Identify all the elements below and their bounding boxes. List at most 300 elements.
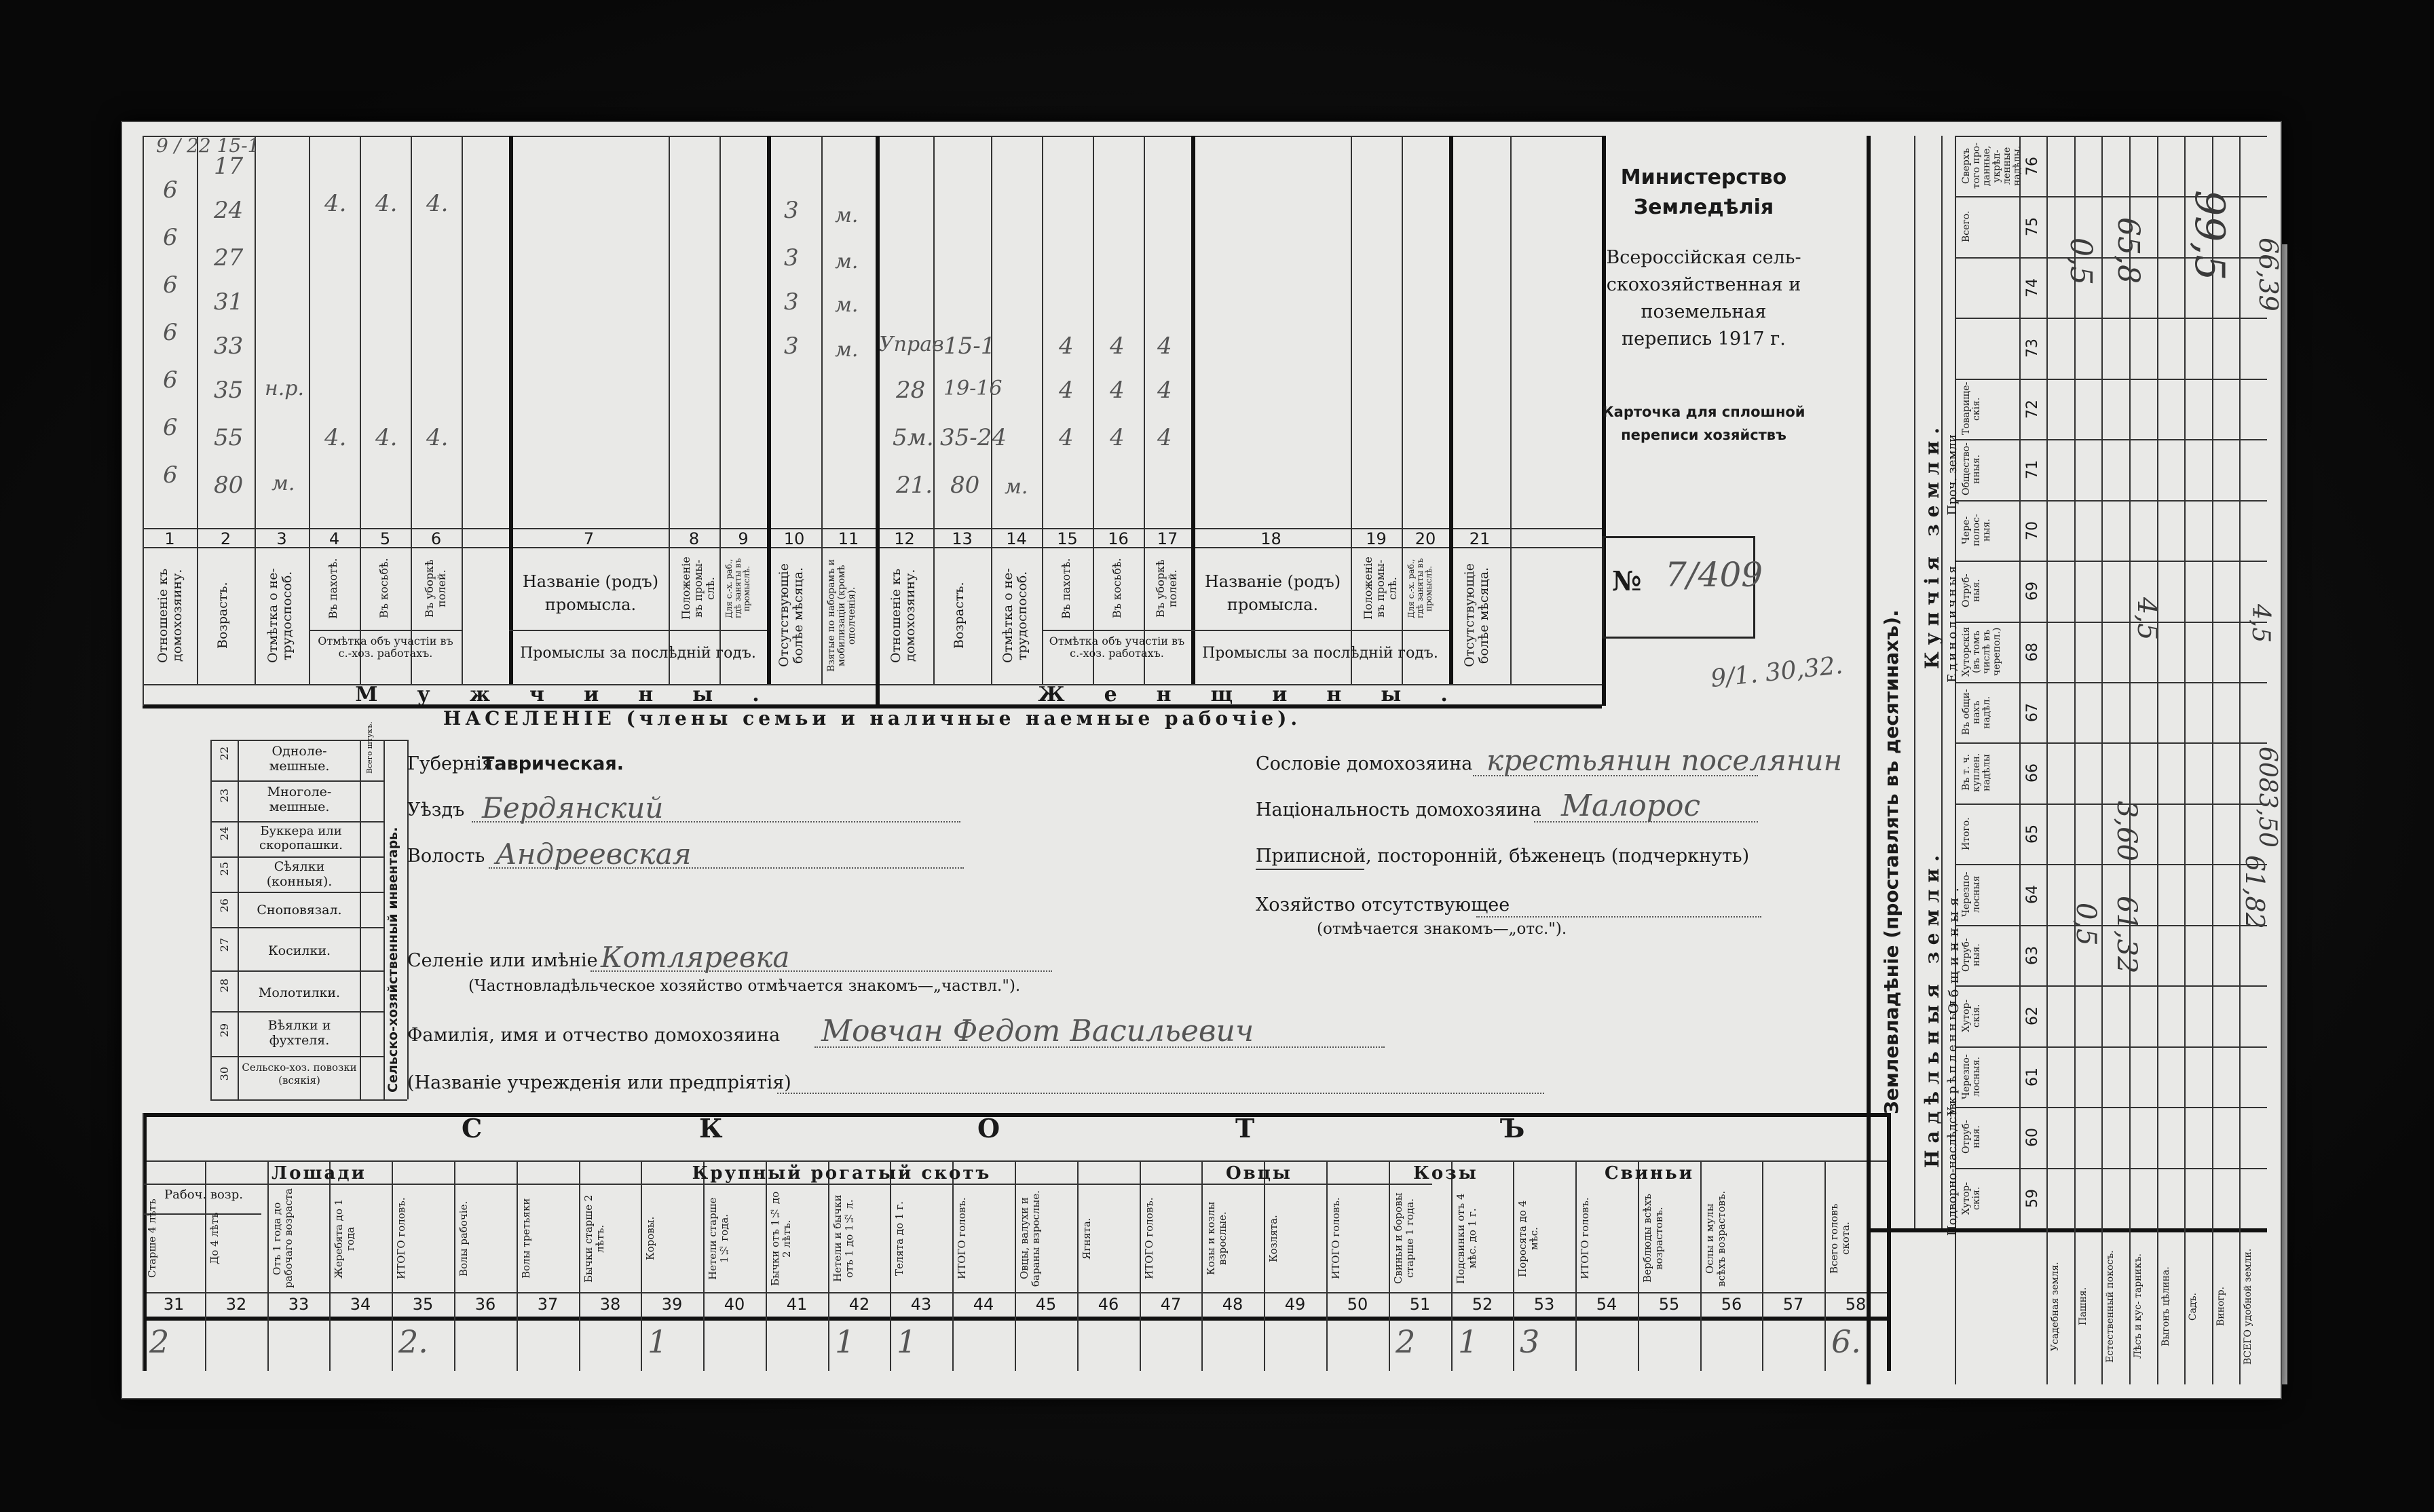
land-row-line [1955, 379, 2267, 380]
livestock-col-line [329, 1160, 331, 1371]
header-absent: Отсутствующіе болѣе мѣсяца. [776, 563, 806, 668]
header-harvest-w: Въ уборкѣ полей. [1154, 559, 1179, 618]
hand-c64: 61,82 [2240, 855, 2270, 929]
livestock-col-num: 56 [1721, 1295, 1742, 1314]
livestock-col-num: 35 [412, 1295, 434, 1314]
hand-c11-r4: м. [835, 293, 859, 317]
livestock-col-line [517, 1160, 518, 1371]
livestock-col-line [392, 1160, 393, 1371]
header-mobilized: Взятые по наборамъ и мобилизаціи (кромѣ ополченія). [826, 559, 857, 673]
livestock-col-line [267, 1160, 269, 1371]
livestock-col-line [890, 1160, 891, 1371]
hand-c1-r3: 6 [163, 224, 178, 251]
land-row-num: 61 [2024, 1067, 2041, 1086]
header-relation: Отношеніе къ домохозяину. [155, 568, 185, 663]
land-row-label: Всего. [1961, 210, 1972, 242]
livestock-col-line [1326, 1160, 1328, 1371]
inventory-label: Сѣялки (конныя). [266, 859, 333, 889]
land-row-num: 75 [2024, 217, 2041, 236]
livestock-col-line [454, 1160, 455, 1371]
census-line: скохозяйственная и [1606, 274, 1801, 295]
hand-c1-r2: 6 [163, 176, 178, 204]
hand-c16-r5: 4 [1110, 333, 1125, 360]
col-num: 5 [379, 529, 391, 548]
hand-c12-r8: 21. [896, 472, 933, 499]
group-cattle: Крупный рогатый скотъ [692, 1163, 992, 1184]
livestock-col-header: Волы третьяки [520, 1198, 532, 1279]
header-trade-name-w: Названіе (родъ) промысла. [1204, 572, 1341, 614]
census-line: поземельная [1641, 301, 1767, 322]
card-line: Карточка для сплошной [1602, 404, 1805, 420]
land-col-line [2184, 136, 2186, 1384]
livestock-col-line [766, 1160, 767, 1371]
hand-c12-r5: Управ [879, 333, 944, 356]
card-line: переписи хозяйствъ [1621, 427, 1786, 443]
inventory-subtitle: Всего штукъ. [365, 721, 374, 774]
inventory-num: 28 [218, 979, 231, 993]
land-row-num: 71 [2024, 460, 2041, 479]
header-relation-w: Отношеніе къ домохозяину. [888, 568, 918, 663]
hand-c10-r2: 3 [784, 197, 799, 224]
inventory-num: 29 [218, 1023, 231, 1038]
land-row-num: 69 [2024, 582, 2041, 601]
livestock-value: 1 [835, 1323, 855, 1360]
inventory-label: Одноле- мешные. [269, 744, 330, 774]
women-label: Женщины. [1038, 683, 1487, 706]
livestock-col-line [1077, 1160, 1079, 1371]
col-num: 20 [1415, 529, 1436, 548]
land-row-label: Хутор- скія. [1961, 999, 1982, 1032]
col-num: 14 [1006, 529, 1027, 548]
hand-c65a: 0,5 [2070, 903, 2101, 946]
inventory-title: Сельско-хозяйственный инвентарь. [386, 827, 400, 1093]
status-line: Приписной, посторонній, бѣженецъ (подчеркнуть) [1256, 846, 1750, 867]
livestock-col-header: ИТОГО головъ. [1330, 1197, 1342, 1280]
livestock-value: 1 [1458, 1323, 1478, 1360]
land-row-num: 63 [2024, 946, 2041, 965]
ledger-number: 9/1. 30,32. [1709, 651, 1844, 694]
hand-c2-r5: 33 [214, 333, 244, 360]
livestock-col-line [1638, 1160, 1639, 1371]
livestock-value: 2 [1396, 1323, 1416, 1360]
communal-title: Общинныя. [1945, 882, 1962, 1014]
livestock-col-num: 31 [163, 1295, 185, 1314]
land-col-line [2101, 136, 2103, 1384]
livestock-col-header: Подсвинки отъ 4 мѣс. до 1 г. [1455, 1193, 1478, 1284]
land-bottom-label: Пашня. [2078, 1287, 2089, 1326]
land-bottom-label: Усадебная земля. [2050, 1262, 2061, 1351]
land-row-line [1955, 136, 2267, 137]
livestock-col-line [952, 1160, 954, 1371]
header-trades-last-year: Промыслы за послѣдній годъ. [520, 645, 756, 662]
livestock-col-line [641, 1160, 642, 1371]
livestock-col-line [1201, 1160, 1203, 1371]
livestock-col-num: 58 [1845, 1295, 1867, 1314]
livestock-table [143, 1113, 1887, 1371]
inventory-label: Буккера или скоропашки. [259, 824, 343, 852]
header-disability-w: Отмѣтка о не- трудоспособ. [1000, 568, 1030, 663]
group-horses: Лошади [272, 1163, 367, 1184]
livestock-col-num: 39 [661, 1295, 683, 1314]
land-bottom-label: Виногр. [2215, 1286, 2226, 1327]
header-participation: Отмѣтка объ участіи въ с.-хоз. работахъ. [318, 635, 453, 660]
census-line: Всероссійская сель- [1606, 247, 1801, 268]
inventory-num: 25 [218, 862, 231, 876]
land-row-label: Черезпо- лосныя. [1961, 1054, 1982, 1099]
land-row-num: 68 [2024, 643, 2041, 662]
ministry-header [1588, 136, 1901, 746]
hand-c6-r1: 4. [426, 190, 449, 217]
land-row-num: 64 [2024, 885, 2041, 904]
livestock-col-num: 38 [599, 1295, 621, 1314]
livestock-col-num: 45 [1035, 1295, 1057, 1314]
absent-note: (отмѣчается знакомъ—„отс."). [1317, 920, 1567, 938]
inventory-num: 24 [218, 827, 231, 841]
livestock-col-num: 37 [537, 1295, 559, 1314]
hand-r76: 99,5 [2186, 190, 2233, 281]
land-row-line [1955, 985, 2267, 987]
hand-c13-r8: 80 [950, 472, 980, 499]
ministry-title: Министерство Земледѣлія [1620, 166, 1787, 219]
livestock-col-num: 54 [1596, 1295, 1617, 1314]
header-trade-note: Для с.-х. раб., гдѣ заняты въ промыслѣ. [724, 558, 751, 619]
land-row-num: 65 [2024, 825, 2041, 844]
absent-label: Хозяйство отсутствующее [1256, 894, 1510, 915]
nation-label: Національность домохозяина [1256, 799, 1541, 820]
col-num: 18 [1260, 529, 1281, 548]
livestock-col-num: 36 [474, 1295, 496, 1314]
population-table [143, 136, 1602, 733]
col-num: 8 [688, 529, 700, 548]
land-row-label: Сверхъ того про- данные, укрѣп- ленные надѣлы. [1961, 143, 2023, 189]
land-row-num: 76 [2024, 157, 2041, 176]
land-bottom-label: Выгонъ цѣлина. [2160, 1266, 2171, 1346]
hand-c17-r6: 4 [1157, 377, 1172, 404]
livestock-col-header: Козлята. [1267, 1215, 1279, 1262]
livestock-col-header: Волы рабочіе. [457, 1201, 470, 1277]
hand-c6-r7: 4. [426, 424, 449, 451]
col-num: 10 [783, 529, 805, 548]
livestock-col-num: 44 [973, 1295, 994, 1314]
land-bottom-label: Естественный покосъ. [2105, 1250, 2116, 1363]
land-row-label: Хутор- скія. [1961, 1182, 1982, 1215]
land-bottom-label: ВСЕГО удобной земли. [2243, 1248, 2253, 1365]
hand-c65b: 61,32 [2111, 896, 2142, 974]
col-num: 9 [738, 529, 749, 548]
header-trade-name: Названіе (родъ) промысла. [522, 572, 659, 614]
livestock-col-line [1575, 1160, 1577, 1371]
col-num: 3 [276, 529, 287, 548]
header-trade-position-w: Положеніе въ промы- слѣ. [1362, 556, 1399, 620]
land-row-label: Черезпо- лосныя [1961, 871, 1982, 917]
private-note: (Частновладѣльческое хозяйство отмѣчается знакомъ—„частвл."). [468, 977, 1021, 995]
livestock-value: 2. [398, 1323, 428, 1360]
card-title [1588, 400, 1819, 447]
land-row-label: Общество- нныя. [1961, 442, 1982, 495]
land-title: Землевладѣніе (проставлять въ десятинахъ). [1880, 609, 1903, 1114]
land-col-line [2046, 136, 2048, 1384]
hand-c17-r7: 4 [1157, 424, 1172, 451]
livestock-col-header: Верблюды всѣхъ возрастовъ. [1641, 1194, 1665, 1283]
land-row-num: 60 [2024, 1128, 2041, 1147]
inventory-num: 27 [218, 938, 231, 952]
hand-c2-r7: 55 [214, 424, 244, 451]
hand-r75a: 0,5 [2063, 238, 2098, 285]
livestock-col-line [579, 1160, 580, 1371]
hand-c2-r1: 17 [214, 153, 244, 180]
household-title: Подворно-наслѣдств. [1945, 1099, 1960, 1236]
inventory-num: 22 [218, 746, 231, 761]
livestock-col-header: Коровы. [644, 1216, 656, 1261]
hand-r75b: 65,8 [2111, 217, 2146, 284]
livestock-col-num: 32 [225, 1295, 247, 1314]
livestock-col-header [1766, 1188, 1820, 1289]
land-col-line [2239, 136, 2241, 1384]
livestock-col-line [143, 1113, 144, 1371]
skot-letter: С [462, 1113, 483, 1144]
hand-c3-r6: н.р. [265, 377, 305, 400]
address-form [407, 744, 1873, 1106]
hand-c13-r7: 35-24 [940, 424, 1007, 451]
hand-c1-r7: 6 [163, 414, 178, 441]
selo-label: Селеніе или имѣніе [407, 950, 598, 971]
nation-value: Малорос [1561, 789, 1701, 823]
land-row-num: 74 [2024, 278, 2041, 297]
livestock-col-header: Бычки отъ 1½ до 2 лѣтъ. [769, 1191, 793, 1286]
population-title: НАСЕЛЕНІЕ (члены семьи и наличные наемные рабочіе). [443, 707, 1302, 730]
inventory-label: Молотилки. [258, 985, 341, 1000]
hand-c12-r6: 28 [896, 377, 926, 404]
land-row-label: Отруб- ныя. [1961, 573, 1982, 608]
selo-value: Котляревка [601, 941, 790, 974]
header-mowing: Въ косьбѣ. [377, 558, 390, 619]
hand-c11-r3: м. [835, 250, 859, 273]
census-card [121, 121, 2282, 1399]
livestock-col-header: Телята до 1 г. [893, 1201, 905, 1276]
livestock-value: 3 [1520, 1323, 1540, 1360]
hand-c5-r1: 4. [375, 190, 398, 217]
livestock-col-header: Свиньи и боровы старше 1 года. [1392, 1192, 1416, 1285]
livestock-col-num: 50 [1347, 1295, 1368, 1314]
name-label: Фамилія, имя и отчество домохозяина [407, 1025, 781, 1046]
group-goats: Козы [1413, 1163, 1478, 1184]
livestock-col-line [1451, 1160, 1453, 1371]
hand-c14-r8: м. [1005, 475, 1028, 499]
land-row-line [1955, 500, 2267, 502]
header-trade-note-w: Для с.-х. раб., гдѣ заняты въ промыслѣ. [1406, 558, 1434, 619]
uezd-value: Бердянский [482, 791, 664, 825]
strengthened-title: Укрѣпленныя. [1945, 991, 1960, 1116]
livestock-col-header: Ослы и мулы всѣхъ возрастовъ. [1704, 1190, 1727, 1287]
livestock-col-num: 41 [786, 1295, 808, 1314]
land-row-num: 59 [2024, 1189, 2041, 1208]
livestock-col-header: Нетели старше 1½ года. [707, 1197, 730, 1280]
inventory-label: Вѣялки и фухтеля. [267, 1018, 331, 1048]
land-row-line [1955, 439, 2267, 440]
livestock-col-header: Старше 4 лѣтъ [146, 1198, 158, 1279]
livestock-col-line [1513, 1160, 1514, 1371]
land-row-label [1962, 261, 2016, 314]
inventory-label: Многоле- мешные. [267, 785, 332, 814]
livestock-col-num: 48 [1222, 1295, 1243, 1314]
hand-c1-r5: 6 [163, 319, 178, 346]
hand-c66: 3,60 [2111, 801, 2142, 862]
estate-value: крестьянин поселянин [1486, 744, 1843, 777]
livestock-col-line [703, 1160, 705, 1371]
inventory-label: Сельско-хоз. повозки (всякія) [242, 1061, 357, 1086]
livestock-col-header: Отъ 1 года до рабочаго возраста [271, 1188, 295, 1289]
header-plowing: Въ пахотѣ. [326, 558, 339, 619]
land-col-line [2212, 136, 2213, 1384]
col-num: 16 [1108, 529, 1129, 548]
land-row-label: Отруб- ныя. [1961, 938, 1982, 972]
livestock-col-header: Нетели и бычки отъ 1 до 1½ л. [831, 1194, 855, 1283]
livestock-col-header: Жеребята до 1 года [333, 1198, 356, 1279]
livestock-value: 2 [149, 1323, 170, 1360]
livestock-col-num: 51 [1409, 1295, 1431, 1314]
men-label: Мужчины. [355, 683, 799, 706]
land-table [1867, 136, 2283, 1384]
livestock-col-num: 43 [910, 1295, 932, 1314]
land-row-line [1955, 682, 2267, 683]
hand-c1-r8: 6 [163, 461, 178, 489]
hand-c2-r2: 24 [214, 197, 244, 224]
livestock-col-header: Ягнята. [1081, 1217, 1093, 1260]
card-number-box [1602, 536, 1763, 639]
census-line: перепись 1917 г. [1622, 328, 1786, 349]
land-row-num: 70 [2024, 521, 2041, 540]
land-row-line [1955, 561, 2267, 562]
land-row-line [1955, 1168, 2267, 1169]
skot-big-title [143, 1113, 1887, 1144]
livestock-col-header: ИТОГО головъ. [395, 1197, 407, 1280]
inventory-label: Косилки. [267, 943, 331, 958]
volost-label: Волость [407, 846, 485, 867]
land-bottom-label: Садъ. [2188, 1292, 2198, 1321]
estate-label: Сословіе домохозяина [1256, 753, 1473, 774]
sole-title: Единоличныя. [1945, 556, 1960, 683]
horse-work-age: Рабоч. возр. [164, 1188, 243, 1202]
hand-c10-r3: 3 [784, 244, 799, 271]
land-col-line [2074, 136, 2076, 1384]
livestock-col-header: Бычки старше 2 лѣтъ. [582, 1194, 606, 1283]
skot-letter: О [977, 1113, 1000, 1144]
hand-c3-r8: м. [272, 472, 295, 495]
header-age: Возрастъ. [215, 582, 230, 649]
hand-c2-r3: 27 [214, 244, 244, 271]
livestock-col-num: 55 [1658, 1295, 1680, 1314]
hand-c68: 4,5 [2131, 597, 2162, 641]
col-num: 6 [430, 529, 442, 548]
land-row-num: 66 [2024, 763, 2041, 782]
livestock-col-header: Всего головъ скота. [1828, 1203, 1852, 1274]
inventory-num: 26 [218, 899, 231, 913]
hand-c11-r5: м. [835, 338, 859, 362]
land-label-sep [2019, 136, 2021, 1228]
livestock-col-line [1824, 1160, 1826, 1371]
skot-letter: К [699, 1113, 723, 1144]
land-row-label: Хуторскія (въ томъ числѣ въ черепол.) [1961, 626, 2002, 677]
col-num: 1 [164, 529, 175, 548]
name-value: Мовчан Федот Васильевич [821, 1014, 1254, 1048]
livestock-col-num: 49 [1284, 1295, 1306, 1314]
hand-c13-r6: 19-16 [943, 377, 1003, 400]
livestock-value: 1 [648, 1323, 668, 1360]
col-num: 21 [1469, 529, 1491, 548]
col-num: 17 [1157, 529, 1178, 548]
livestock-col-num: 34 [350, 1295, 371, 1314]
land-row-label: Въ общи- нахъ надѣл. [1961, 689, 1992, 736]
hand-c10-r4: 3 [784, 288, 799, 316]
livestock-col-num: 46 [1098, 1295, 1119, 1314]
hand-c2-r8: 80 [214, 472, 244, 499]
uezd-label: Уѣздъ [407, 799, 465, 820]
col-num: 2 [220, 529, 231, 548]
col-num: 15 [1057, 529, 1078, 548]
header-disability: Отмѣтка о не- трудоспособ. [265, 568, 295, 663]
livestock-col-line [1140, 1160, 1141, 1371]
gubernia-label: Губернія [407, 753, 493, 774]
land-row-label: Итого. [1961, 817, 1972, 850]
hand-c15-r6: 4 [1059, 377, 1074, 404]
inventory-num: 30 [218, 1067, 231, 1081]
livestock-col-header: ИТОГО головъ. [1143, 1197, 1155, 1280]
land-row-line [1955, 622, 2267, 623]
land-row-line [1955, 318, 2267, 319]
livestock-col-header: ИТОГО головъ. [956, 1197, 968, 1280]
header-mowing-w: Въ косьбѣ. [1110, 558, 1123, 619]
hand-c4-r1: 4. [324, 190, 347, 217]
land-bottom-label: Лѣсъ и кус- тарникъ. [2133, 1253, 2143, 1359]
bought-title: Купчія земли. [1921, 421, 1943, 669]
livestock-col-line [1762, 1160, 1763, 1371]
hand-c15-r7: 4 [1059, 424, 1074, 451]
land-row-label: Въ т. ч. куплен. надѣлы [1961, 753, 1992, 793]
livestock-col-num: 40 [724, 1295, 745, 1314]
group-sheep: Овцы [1226, 1163, 1292, 1184]
other-land-title: Проч. земли [1945, 434, 1960, 516]
hand-c1-r4: 6 [163, 271, 178, 299]
land-row-num: 72 [2024, 400, 2041, 419]
gubernia-value: Таврическая. [482, 753, 624, 774]
land-row-line [1955, 1046, 2267, 1048]
hand-c16-r6: 4 [1110, 377, 1125, 404]
livestock-col-header: Козы и козлы взрослые. [1205, 1201, 1229, 1276]
livestock-col-header: До 4 лѣтъ [208, 1212, 221, 1265]
livestock-col-line [1015, 1160, 1016, 1371]
hand-c12-r7: 5м. [893, 424, 934, 451]
volost-value: Андреевская [495, 837, 692, 871]
land-row-label: Товарище- скія. [1961, 381, 1982, 435]
hand-c15-r5: 4 [1059, 333, 1074, 360]
hand-c64b: 6083,50 [2253, 746, 2281, 848]
hand-c17-r5: 4 [1157, 333, 1172, 360]
hand-c5-r7: 4. [375, 424, 398, 451]
hand-c11-r2: м. [835, 204, 859, 227]
hand-c2-r4: 31 [214, 288, 244, 316]
livestock-col-line [828, 1160, 829, 1371]
hand-c16-r7: 4 [1110, 424, 1125, 451]
card-number: 7/409 [1665, 555, 1763, 594]
header-trade-position: Положеніе въ промы- слѣ. [679, 556, 717, 620]
header-age-w: Возрастъ. [952, 582, 967, 649]
land-col-line [2157, 136, 2158, 1384]
hand-total: 66,39 [2253, 238, 2283, 311]
land-row-line [1955, 742, 2267, 744]
land-row-line [1955, 864, 2267, 865]
hand-c13-r5: 15-1 [943, 333, 996, 360]
institution-label: (Названіе учрежденія или предпріятія) [407, 1072, 791, 1093]
